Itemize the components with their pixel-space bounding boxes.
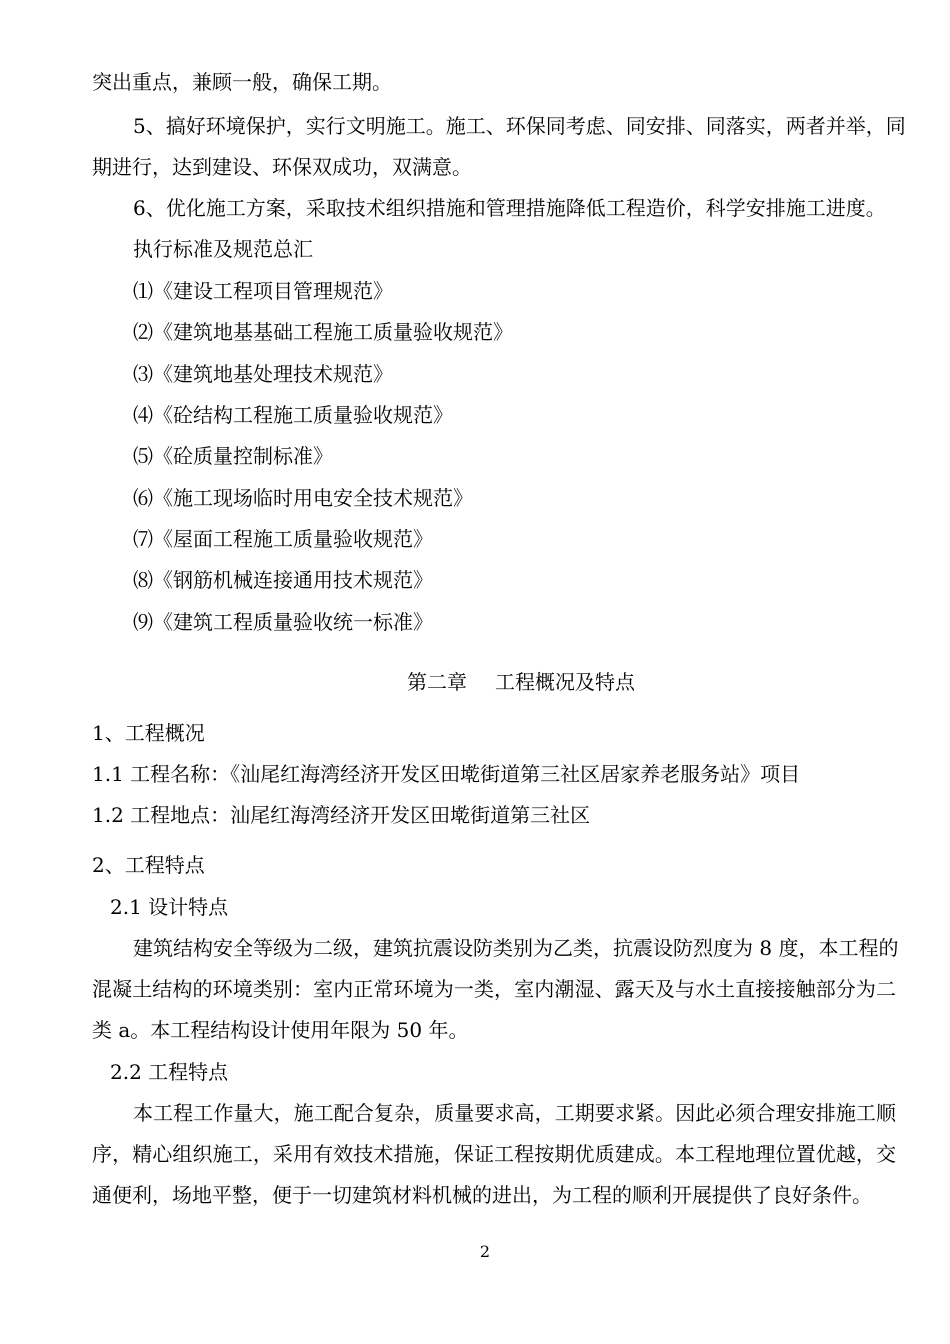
section-1-heading: 1、工程概况 <box>92 721 205 745</box>
standard-item-1: ⑴《建设工程项目管理规范》 <box>133 279 393 303</box>
features-paragraph-line-3: 通便利，场地平整，便于一切建筑材料机械的进出，为工程的顺利开展提供了良好条件。 <box>92 1183 872 1207</box>
standard-item-5: ⑸《砼质量控制标准》 <box>133 444 333 468</box>
section-1-1-project-name: 1.1 工程名称：《汕尾红海湾经济开发区田墘街道第三社区居家养老服务站》项目 <box>92 762 801 786</box>
features-paragraph-line-1: 本工程工作量大，施工配合复杂，质量要求高，工期要求紧。因此必须合理安排施工顺 <box>133 1101 896 1125</box>
standard-item-7: ⑺《屋面工程施工质量验收规范》 <box>133 527 433 551</box>
features-paragraph-line-2: 序，精心组织施工，采用有效技术措施，保证工程按期优质建成。本工程地理位置优越，交 <box>92 1142 896 1166</box>
item-6-line: 6、优化施工方案，采取技术组织措施和管理措施降低工程造价，科学安排施工进度。 <box>133 196 886 220</box>
chapter-label: 第二章 <box>407 670 467 694</box>
standard-item-8: ⑻《钢筋机械连接通用技术规范》 <box>133 568 433 592</box>
section-2-2-heading: 2.2 工程特点 <box>110 1060 229 1084</box>
design-paragraph-line-2: 混凝土结构的环境类别：室内正常环境为一类，室内潮湿、露天及与水土直接接触部分为二 <box>92 977 896 1001</box>
section-1-2-project-location: 1.2 工程地点：汕尾红海湾经济开发区田墘街道第三社区 <box>92 803 591 827</box>
standard-item-4: ⑷《砼结构工程施工质量验收规范》 <box>133 403 453 427</box>
standard-item-9: ⑼《建筑工程质量验收统一标准》 <box>133 610 433 634</box>
standard-item-2: ⑵《建筑地基基础工程施工质量验收规范》 <box>133 320 513 344</box>
standards-heading: 执行标准及规范总汇 <box>133 237 313 261</box>
section-2-heading: 2、工程特点 <box>92 853 205 877</box>
section-2-1-heading: 2.1 设计特点 <box>110 895 229 919</box>
chapter-title: 工程概况及特点 <box>495 670 635 694</box>
item-5-line-1: 5、搞好环境保护，实行文明施工。施工、环保同考虑、同安排、同落实，两者并举，同 <box>133 114 906 138</box>
item-5-line-2: 期进行，达到建设、环保双成功，双满意。 <box>92 155 472 179</box>
standard-item-3: ⑶《建筑地基处理技术规范》 <box>133 362 393 386</box>
page-number: 2 <box>479 1242 491 1261</box>
chapter-heading <box>0 670 950 694</box>
design-paragraph-line-1: 建筑结构安全等级为二级，建筑抗震设防类别为乙类，抗震设防烈度为 8 度，本工程的 <box>133 936 899 960</box>
design-paragraph-line-3: 类 a。本工程结构设计使用年限为 50 年。 <box>92 1018 469 1042</box>
standard-item-6: ⑹《施工现场临时用电安全技术规范》 <box>133 486 473 510</box>
intro-line: 突出重点，兼顾一般，确保工期。 <box>92 70 392 94</box>
